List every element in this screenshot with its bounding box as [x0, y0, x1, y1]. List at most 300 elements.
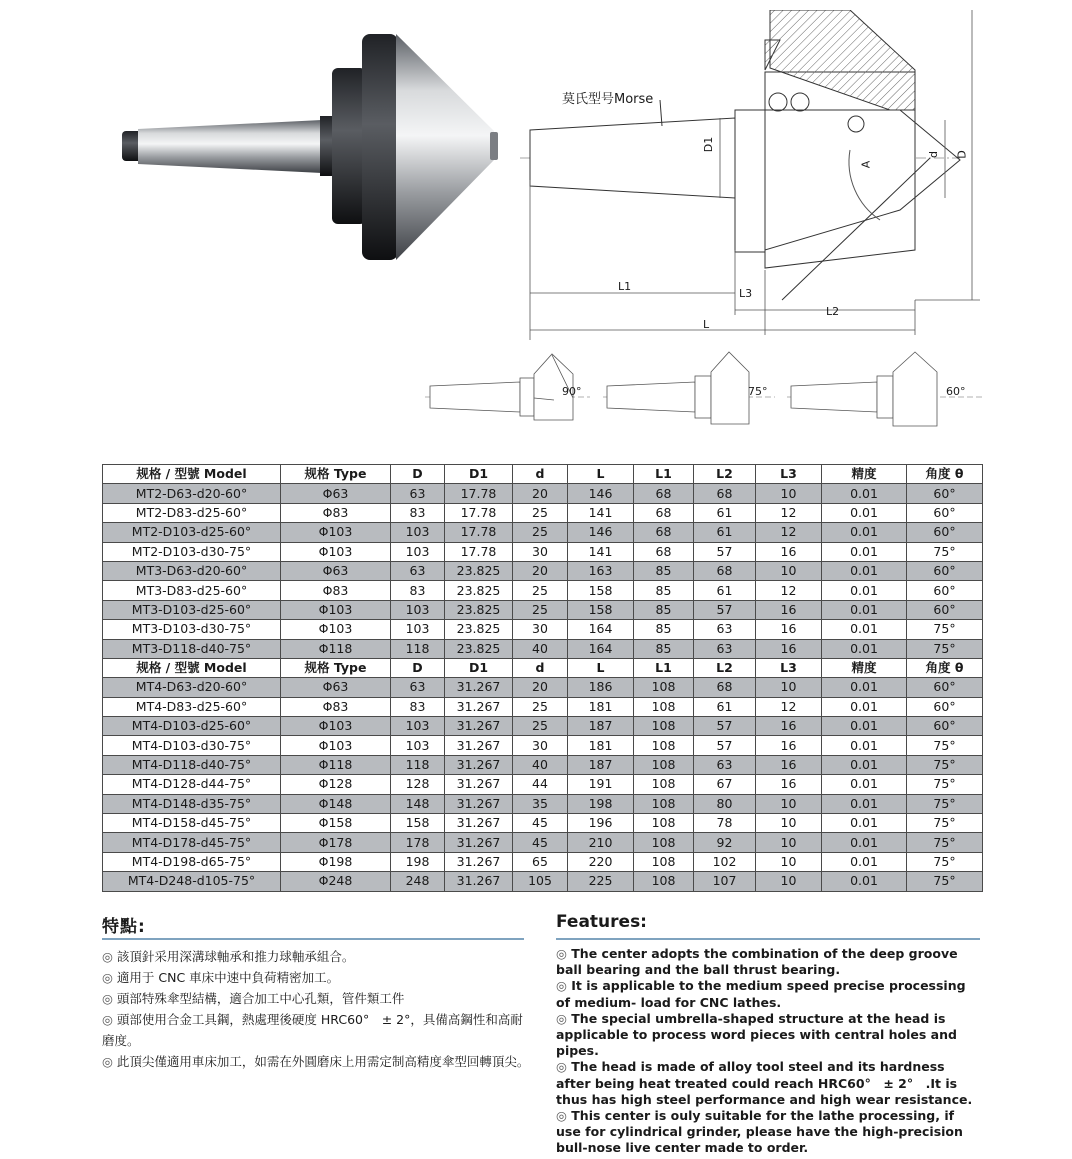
header-cell: L3	[756, 465, 822, 484]
table-cell: 103	[391, 736, 445, 755]
table-cell: 108	[634, 775, 694, 794]
table-cell: 75°	[907, 639, 983, 658]
table-cell: 0.01	[822, 600, 907, 619]
table-cell: 85	[634, 561, 694, 580]
header-cell: D1	[445, 465, 513, 484]
table-cell: 75°	[907, 814, 983, 833]
table-cell: Φ103	[281, 542, 391, 561]
table-cell: 12	[756, 503, 822, 522]
header-cell: L	[568, 465, 634, 484]
table-cell: 108	[634, 697, 694, 716]
table-row	[103, 717, 983, 736]
morse-label: 莫氏型号Morse	[562, 92, 654, 107]
table-cell: 0.01	[822, 697, 907, 716]
table-cell: 0.01	[822, 581, 907, 600]
table-cell: 20	[513, 678, 568, 697]
table-cell: MT3-D103-d25-60°	[103, 600, 281, 619]
table-cell: 16	[756, 775, 822, 794]
technical-drawing	[520, 10, 990, 340]
table-cell: 30	[513, 620, 568, 639]
table-row	[103, 736, 983, 755]
table-cell: 0.01	[822, 717, 907, 736]
dim-label-d: d	[926, 151, 940, 158]
table-cell: 0.01	[822, 620, 907, 639]
table-row	[103, 775, 983, 794]
table-cell: 10	[756, 833, 822, 852]
feature-text: 該頂針采用深溝球軸承和推力球軸承組合。	[116, 949, 355, 964]
table-cell: 68	[694, 678, 756, 697]
table-cell: 92	[694, 833, 756, 852]
table-cell: 25	[513, 600, 568, 619]
table-cell: 17.78	[445, 484, 513, 503]
header-cell: L1	[634, 465, 694, 484]
dim-label-L2: L2	[826, 305, 840, 318]
table-cell: 75°	[907, 794, 983, 813]
table-cell: 75°	[907, 755, 983, 774]
feature-text: 頭部特殊傘型結構，適合加工中心孔類，管件類工件	[116, 991, 405, 1006]
table-cell: 75°	[907, 833, 983, 852]
table-cell: 16	[756, 542, 822, 561]
table-cell: 248	[391, 872, 445, 891]
table-cell: 220	[568, 852, 634, 871]
header-cell: 规格 Type	[281, 658, 391, 677]
table-cell: 103	[391, 523, 445, 542]
table-cell: 25	[513, 503, 568, 522]
table-cell: 187	[568, 755, 634, 774]
header-cell: 精度	[822, 658, 907, 677]
table-cell: Φ178	[281, 833, 391, 852]
table-cell: 0.01	[822, 503, 907, 522]
table-cell: 30	[513, 736, 568, 755]
table-cell: 146	[568, 523, 634, 542]
table-cell: 23.825	[445, 639, 513, 658]
header-cell: d	[513, 658, 568, 677]
table-cell: 67	[694, 775, 756, 794]
table-cell: MT2-D63-d20-60°	[103, 484, 281, 503]
features-cn-title: 特點:	[102, 917, 146, 937]
table-cell: 163	[568, 561, 634, 580]
bullet-icon: ◎	[102, 970, 113, 985]
header-cell: 规格 Type	[281, 465, 391, 484]
table-cell: Φ118	[281, 755, 391, 774]
table-cell: 83	[391, 697, 445, 716]
table-cell: 60°	[907, 717, 983, 736]
table-cell: 0.01	[822, 814, 907, 833]
table-cell: Φ83	[281, 503, 391, 522]
table-cell: 60°	[907, 484, 983, 503]
table-cell: MT4-D118-d40-75°	[103, 755, 281, 774]
table-cell: MT4-D198-d65-75°	[103, 852, 281, 871]
table-cell: 25	[513, 697, 568, 716]
table-cell: 75°	[907, 620, 983, 639]
table-cell: 16	[756, 736, 822, 755]
table-cell: 105	[513, 872, 568, 891]
table-cell: 83	[391, 581, 445, 600]
table-cell: 61	[694, 503, 756, 522]
header-cell: 规格 / 型號 Model	[103, 658, 281, 677]
table-cell: 0.01	[822, 872, 907, 891]
table-cell: 181	[568, 736, 634, 755]
table-cell: 118	[391, 639, 445, 658]
table-cell: 23.825	[445, 600, 513, 619]
angle-label-75: 75°	[748, 385, 768, 398]
table-cell: 16	[756, 639, 822, 658]
table-cell: 63	[391, 678, 445, 697]
bullet-icon: ◎	[556, 1059, 567, 1075]
table-cell: 198	[568, 794, 634, 813]
bullet-icon: ◎	[102, 949, 113, 964]
table-cell: 108	[634, 814, 694, 833]
table-cell: 75°	[907, 872, 983, 891]
feature-item	[102, 967, 530, 988]
table-cell: 31.267	[445, 833, 513, 852]
table-cell: 10	[756, 852, 822, 871]
table-cell: 10	[756, 794, 822, 813]
table-cell: 164	[568, 639, 634, 658]
table-cell: 85	[634, 581, 694, 600]
table-cell: 31.267	[445, 814, 513, 833]
table-cell: 31.267	[445, 678, 513, 697]
table-cell: 102	[694, 852, 756, 871]
table-row	[103, 639, 983, 658]
drawing-taper-shank	[530, 118, 735, 198]
table-cell: 25	[513, 717, 568, 736]
table-cell: 17.78	[445, 503, 513, 522]
feature-item	[556, 1011, 982, 1060]
table-cell: 85	[634, 600, 694, 619]
bullet-icon: ◎	[556, 978, 567, 994]
feature-text: 此頂尖僅適用車床加工，如需在外圓磨床上用需定制高精度傘型回轉頂尖。	[116, 1054, 530, 1069]
table-cell: 0.01	[822, 484, 907, 503]
table-cell: 60°	[907, 697, 983, 716]
table-cell: 0.01	[822, 736, 907, 755]
table-cell: 25	[513, 523, 568, 542]
header-cell: 精度	[822, 465, 907, 484]
table-cell: 45	[513, 814, 568, 833]
table-cell: 60°	[907, 503, 983, 522]
table-row	[103, 523, 983, 542]
table-cell: 57	[694, 600, 756, 619]
table-cell: 23.825	[445, 561, 513, 580]
table-cell: MT3-D63-d20-60°	[103, 561, 281, 580]
header-cell: L3	[756, 658, 822, 677]
angle-variants	[425, 350, 995, 450]
table-row	[103, 484, 983, 503]
table-cell: 103	[391, 600, 445, 619]
table-cell: 85	[634, 620, 694, 639]
table-cell: 0.01	[822, 852, 907, 871]
table-cell: 61	[694, 523, 756, 542]
header-cell: d	[513, 465, 568, 484]
table-cell: 31.267	[445, 697, 513, 716]
table-cell: 0.01	[822, 794, 907, 813]
table-cell: 16	[756, 600, 822, 619]
table-cell: Φ103	[281, 523, 391, 542]
table-cell: 23.825	[445, 581, 513, 600]
table-cell: 75°	[907, 542, 983, 561]
table-cell: 196	[568, 814, 634, 833]
table-row	[103, 503, 983, 522]
header-cell: L	[568, 658, 634, 677]
table-cell: 107	[694, 872, 756, 891]
features-cn-rule	[102, 938, 524, 940]
feature-text: 頭部使用合金工具鋼，熱處理後硬度 HRC60° ± 2°，具備高鋼性和高耐磨度。	[102, 1012, 523, 1048]
table-cell: 158	[568, 600, 634, 619]
table-cell: 12	[756, 697, 822, 716]
table-cell: 16	[756, 620, 822, 639]
table-cell: 146	[568, 484, 634, 503]
table-cell: 63	[694, 620, 756, 639]
table-cell: Φ158	[281, 814, 391, 833]
feature-item	[102, 1009, 530, 1051]
table-header-row	[103, 465, 983, 484]
feature-text: The head is made of alloy tool steel and its hardness after being heat treated could reach HRC60° ± 2° .It is thus has high steel performance and high wear resistance.	[556, 1059, 973, 1107]
table-cell: 31.267	[445, 852, 513, 871]
table-cell: 108	[634, 736, 694, 755]
table-cell: 17.78	[445, 542, 513, 561]
table-cell: Φ103	[281, 736, 391, 755]
table-cell: 141	[568, 542, 634, 561]
table-cell: MT4-D128-d44-75°	[103, 775, 281, 794]
table-cell: Φ63	[281, 678, 391, 697]
table-cell: 63	[694, 755, 756, 774]
header-cell: 角度 θ	[907, 465, 983, 484]
features-en-rule	[556, 938, 980, 940]
table-cell: 61	[694, 697, 756, 716]
table-cell: 158	[568, 581, 634, 600]
bullet-icon: ◎	[556, 1010, 567, 1026]
table-cell: 63	[391, 561, 445, 580]
table-cell: 40	[513, 639, 568, 658]
body-flange	[362, 34, 398, 260]
feature-item	[102, 1051, 530, 1072]
drawing-body-housing	[735, 10, 915, 268]
table-cell: MT3-D103-d30-75°	[103, 620, 281, 639]
table-cell: 0.01	[822, 542, 907, 561]
table-cell: 68	[634, 523, 694, 542]
table-cell: 68	[634, 484, 694, 503]
table-cell: MT2-D103-d25-60°	[103, 523, 281, 542]
table-cell: 25	[513, 581, 568, 600]
bullet-icon: ◎	[102, 991, 113, 1006]
table-cell: MT4-D63-d20-60°	[103, 678, 281, 697]
table-cell: 60°	[907, 600, 983, 619]
table-cell: 45	[513, 833, 568, 852]
bullet-icon: ◎	[102, 1054, 113, 1069]
table-cell: 40	[513, 755, 568, 774]
table-cell: 31.267	[445, 736, 513, 755]
morse-taper-shank	[138, 120, 322, 173]
header-cell: D	[391, 658, 445, 677]
table-cell: 141	[568, 503, 634, 522]
table-cell: MT3-D83-d25-60°	[103, 581, 281, 600]
table-cell: Φ83	[281, 581, 391, 600]
table-cell: 31.267	[445, 755, 513, 774]
table-cell: 60°	[907, 678, 983, 697]
table-cell: MT4-D83-d25-60°	[103, 697, 281, 716]
table-cell: 103	[391, 542, 445, 561]
table-cell: 80	[694, 794, 756, 813]
features-en-list	[556, 946, 982, 1157]
table-cell: 57	[694, 542, 756, 561]
table-cell: 181	[568, 697, 634, 716]
table-cell: Φ248	[281, 872, 391, 891]
table-cell: MT4-D248-d105-75°	[103, 872, 281, 891]
table-row	[103, 542, 983, 561]
dim-label-A: A	[859, 160, 873, 169]
table-row	[103, 600, 983, 619]
feature-text: This center is ouly suitable for the lathe processing, if use for cylindrical grinder, please have the high-precision bull-nose live center made to order.	[556, 1108, 963, 1156]
cone-head	[396, 34, 498, 260]
dim-label-L: L	[703, 318, 710, 331]
table-cell: 20	[513, 561, 568, 580]
table-cell: 0.01	[822, 639, 907, 658]
table-row	[103, 697, 983, 716]
table-cell: MT2-D83-d25-60°	[103, 503, 281, 522]
header-cell: D	[391, 465, 445, 484]
table-row	[103, 620, 983, 639]
header-cell: 规格 / 型號 Model	[103, 465, 281, 484]
table-row	[103, 581, 983, 600]
table-row	[103, 755, 983, 774]
table-cell: 17.78	[445, 523, 513, 542]
table-cell: 12	[756, 581, 822, 600]
table-cell: Φ63	[281, 484, 391, 503]
table-cell: 103	[391, 620, 445, 639]
table-cell: 57	[694, 736, 756, 755]
table-cell: 108	[634, 872, 694, 891]
table-cell: Φ63	[281, 561, 391, 580]
table-cell: 65	[513, 852, 568, 871]
table-row	[103, 852, 983, 871]
dim-label-L1: L1	[618, 280, 632, 293]
table-cell: 10	[756, 678, 822, 697]
table-cell: 60°	[907, 561, 983, 580]
feature-text: The center adopts the combination of the deep groove ball bearing and the ball thrust bearing.	[556, 946, 958, 978]
table-cell: 186	[568, 678, 634, 697]
table-cell: 23.825	[445, 620, 513, 639]
spec-table	[102, 464, 983, 892]
table-cell: MT4-D103-d25-60°	[103, 717, 281, 736]
table-cell: 198	[391, 852, 445, 871]
table-row	[103, 794, 983, 813]
angle-label-60: 60°	[946, 385, 966, 398]
table-cell: 148	[391, 794, 445, 813]
bullet-icon: ◎	[556, 1108, 567, 1124]
table-row	[103, 561, 983, 580]
table-cell: 0.01	[822, 775, 907, 794]
feature-text: The special umbrella-shaped structure at the head is applicable to process word pieces with central holes and pipes.	[556, 1010, 957, 1059]
table-cell: 63	[694, 639, 756, 658]
table-cell: MT2-D103-d30-75°	[103, 542, 281, 561]
table-cell: 0.01	[822, 678, 907, 697]
table-cell: 225	[568, 872, 634, 891]
table-cell: 158	[391, 814, 445, 833]
table-cell: 75°	[907, 736, 983, 755]
feature-text: 適用于 CNC 車床中速中負荷精密加工。	[116, 970, 340, 985]
table-row	[103, 678, 983, 697]
table-cell: 35	[513, 794, 568, 813]
table-cell: 0.01	[822, 755, 907, 774]
header-cell: L2	[694, 658, 756, 677]
table-cell: 0.01	[822, 833, 907, 852]
table-cell: 44	[513, 775, 568, 794]
table-cell: 108	[634, 678, 694, 697]
table-cell: 108	[634, 717, 694, 736]
table-cell: Φ103	[281, 620, 391, 639]
table-cell: 108	[634, 794, 694, 813]
features-cn-list	[102, 946, 530, 1072]
bullet-icon: ◎	[556, 946, 567, 961]
table-cell: Φ198	[281, 852, 391, 871]
table-cell: 16	[756, 717, 822, 736]
table-cell: 108	[634, 852, 694, 871]
table-cell: 75°	[907, 775, 983, 794]
table-cell: Φ128	[281, 775, 391, 794]
table-row	[103, 814, 983, 833]
table-cell: MT4-D178-d45-75°	[103, 833, 281, 852]
table-cell: 178	[391, 833, 445, 852]
table-cell: Φ83	[281, 697, 391, 716]
table-cell: 187	[568, 717, 634, 736]
body-collar	[320, 68, 366, 224]
table-cell: Φ148	[281, 794, 391, 813]
table-cell: 118	[391, 755, 445, 774]
table-cell: 31.267	[445, 872, 513, 891]
feature-item	[556, 978, 982, 1010]
feature-item	[102, 988, 530, 1009]
angle-label-90: 90°	[562, 385, 582, 398]
table-cell: 75°	[907, 852, 983, 871]
header-cell: L1	[634, 658, 694, 677]
live-center-photo	[110, 28, 510, 288]
table-cell: 191	[568, 775, 634, 794]
table-cell: 164	[568, 620, 634, 639]
table-cell: MT4-D148-d35-75°	[103, 794, 281, 813]
feature-item	[102, 946, 530, 967]
bullet-icon: ◎	[102, 1012, 113, 1027]
table-cell: 10	[756, 872, 822, 891]
table-row	[103, 833, 983, 852]
header-cell: L2	[694, 465, 756, 484]
table-cell: 63	[391, 484, 445, 503]
table-cell: MT4-D158-d45-75°	[103, 814, 281, 833]
header-cell: D1	[445, 658, 513, 677]
table-cell: MT4-D103-d30-75°	[103, 736, 281, 755]
table-cell: 16	[756, 755, 822, 774]
table-cell: 210	[568, 833, 634, 852]
table-cell: 68	[634, 503, 694, 522]
table-cell: 60°	[907, 581, 983, 600]
table-cell: 60°	[907, 523, 983, 542]
table-cell: 108	[634, 755, 694, 774]
table-cell: Φ118	[281, 639, 391, 658]
table-header-row	[103, 658, 983, 677]
table-cell: 10	[756, 484, 822, 503]
dim-label-D: D	[955, 150, 969, 159]
table-cell: Φ103	[281, 600, 391, 619]
table-cell: 78	[694, 814, 756, 833]
table-cell: 83	[391, 503, 445, 522]
table-cell: 0.01	[822, 561, 907, 580]
dim-label-D1: D1	[702, 136, 716, 153]
table-cell: 103	[391, 717, 445, 736]
table-cell: MT3-D118-d40-75°	[103, 639, 281, 658]
table-cell: 85	[634, 639, 694, 658]
table-cell: 10	[756, 814, 822, 833]
table-cell: 128	[391, 775, 445, 794]
table-row	[103, 872, 983, 891]
